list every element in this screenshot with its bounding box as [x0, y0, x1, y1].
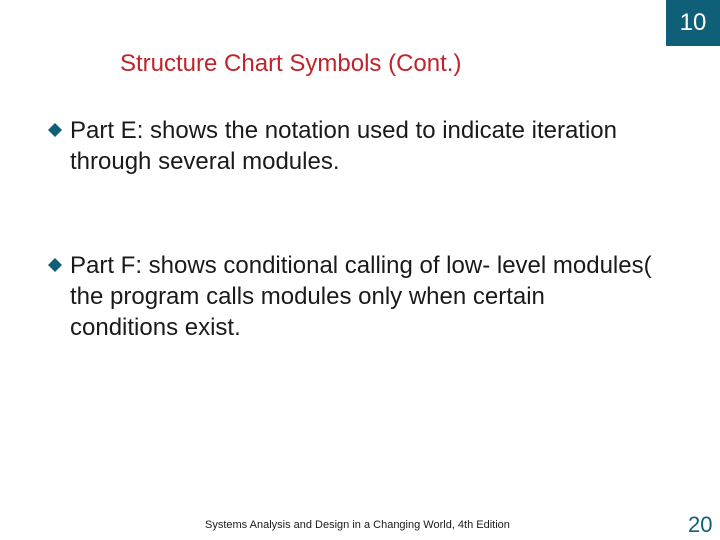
bullet-text: Part E: shows the notation used to indicate iteration through several modules.: [70, 117, 617, 175]
diamond-bullet-icon: [48, 258, 62, 272]
bullet-item-part-f: [48, 250, 658, 343]
chapter-number-badge: 10: [666, 0, 720, 46]
bullet-text: Part F: shows conditional calling of low- level modules( the program calls modules only when certain conditions exist.: [70, 252, 652, 341]
footer-book-title: Systems Analysis and Design in a Changing World, 4th Edition: [205, 519, 510, 531]
bullet-item-part-e: [48, 115, 658, 177]
diamond-bullet-icon: [48, 123, 62, 137]
slide-title: Structure Chart Symbols (Cont.): [120, 50, 462, 77]
page-number: 20: [688, 512, 713, 537]
